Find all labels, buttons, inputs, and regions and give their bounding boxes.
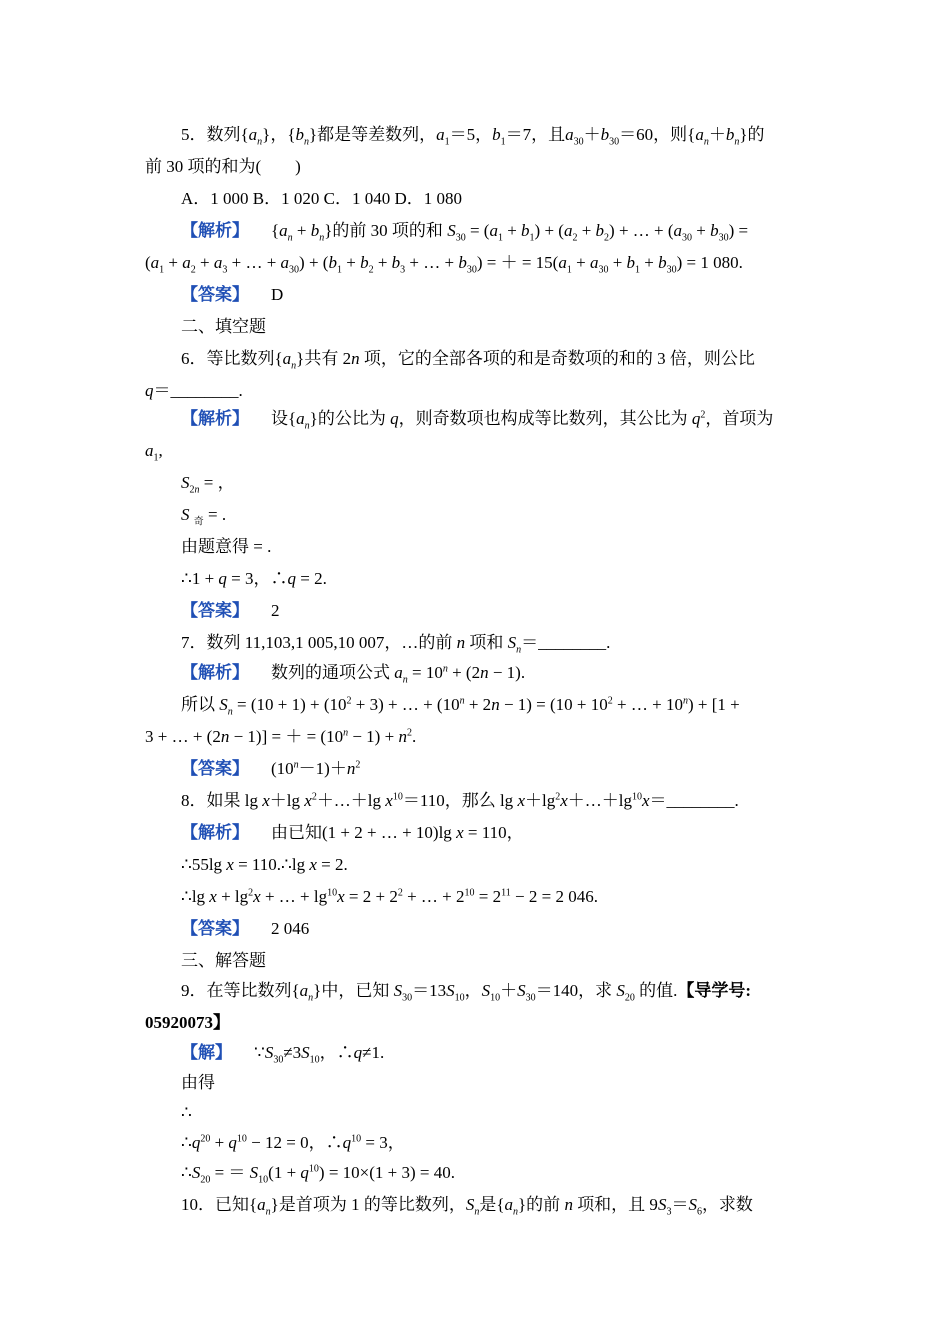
q6-answer: 【答案】 2 — [181, 601, 280, 620]
q10-line1: 10．已知$\{a_n\}$是首项为 1 的等比数列，$S_n$是$\{a_n\}$的前 n 项和，且 $9S_3=S_6$，求数 — [181, 1195, 753, 1218]
q7-sum-line2: 3 + … + (2n − 1)] = ＋ = $(10^n - 1) + n^2$. — [145, 727, 417, 746]
q5-analysis-line2: ($a_1 + a_2 + a_3$ + … + $a_{30}) + (b_1 + b_2 + b_3$ + … + $b_{30}$) = ＋ = $15(a_1 + a_{30} + b_1 + b_{30}) = 1$ 080. — [145, 253, 743, 276]
q9-youde: 由得 — [181, 1073, 215, 1092]
q9-step3: $\therefore q^{20} + q^{10} - 12 = 0$，$\therefore q^{10} = 3$， — [181, 1133, 405, 1152]
q6-line2: q＝________. — [145, 381, 243, 400]
q6-s2n: $S_{2n}$ = ， — [181, 473, 235, 496]
answer-tag: 【答案】 — [181, 285, 249, 304]
q5-line1: 5．数列$\{a_n\}$，$\{b_n\}$都是等差数列，$a_1=5$，$b_1=7$，且$a_{30}+b_{30}=60$，则$\{a_n+b_n\}$的 — [181, 125, 765, 148]
q8-line1: 8．如果 lg x＋lg $x^2+\dots+\lg$ $x^{10}=110$，那么 $\lg x+\lg^2x+\dots+\lg^{10}x=\_\_\_\_\_\_\_\_$. — [181, 791, 739, 810]
q5-analysis-line1: 【解析】 $\{a_n + b_n\}$的前 30 项的和 $S_{30} = (a_1 + b_1) + (a_2 + b_2)$ + … + $(a_{30} + b_{30})$ = — [181, 221, 749, 244]
q7-analysis: 【解析】 数列的通项公式 $a_n = 10^n + (2n - 1)$. — [181, 663, 526, 686]
q9-therefore: ∴ — [181, 1103, 192, 1122]
q9-line2: 05920073】 — [145, 1013, 230, 1032]
q7-sum-line1: 所以 $S_n = (10 + 1) + (10^2 + 3)$ + … + $(10^n + 2n - 1) = (10 + 10^2$ + … + $10^n) + [1$ + — [181, 695, 740, 718]
section-solutions: 三、解答题 — [181, 951, 266, 970]
q6-sodd: S $_奇$ = . — [181, 505, 227, 528]
q9-step4: $\therefore S_{20}$ = ＝ $S_{10}(1 + q^{10}) = 10\times(1 + 3) = 40$. — [181, 1163, 456, 1186]
q5-line2: 前 30 项的和为( ) — [145, 157, 301, 176]
q8-step2: ∴55lg x = 110.∴lg x = 2. — [181, 855, 348, 874]
q6-result: ∴1 + q = 3，∴q = 2. — [181, 569, 327, 588]
q8-step3: ∴lg $x + \lg^2x$ + … + $\lg^{10}x = 2 + 2^2$ + … + $2^{10} = 2^{11} - 2 = 2$ 046. — [181, 887, 598, 906]
q8-answer: 【答案】 2 046 — [181, 919, 310, 938]
q6-analysis-line1: 【解析】 设$\{a_n\}$的公比为 q，则奇数项也构成等比数列，其公比为 $q^2$，首项为 — [181, 409, 774, 432]
q8-analysis: 【解析】 由已知(1 + 2 + … + 10)lg x = 110， — [181, 823, 524, 842]
q9-solution: 【解】 $\because S_{30}\ne 3S_{10}$，∴q≠1. — [181, 1043, 385, 1066]
q5-options: A．1 000 B．1 020 C．1 040 D．1 080 — [181, 189, 462, 208]
q7-line1: 7．数列 11,103,1 005,10 007，…的前 n 项和 $S_n=\_\_\_\_\_\_\_\_$. — [181, 633, 611, 656]
q6-analysis-line2: $a_1$, — [145, 441, 163, 464]
q9-line1: 9．在等比数列$\{a_n\}$中，已知 $S_{30}=13S_{10}$，$S_{10}+S_{30}=140$，求 $S_{20}$ 的值.【导学号: — [181, 981, 752, 1004]
section-fill-in: 二、填空题 — [181, 317, 266, 336]
q7-answer: 【答案】 $(10^n-1)+n^2$ — [181, 759, 361, 778]
q6-condition: 由题意得 = . — [181, 537, 272, 556]
q5-answer: 【答案】 D — [181, 285, 284, 304]
q6-line1: 6．等比数列$\{a_n\}$共有 2n 项，它的全部各项的和是奇数项的和的 3 倍，则公比 — [181, 349, 755, 372]
analysis-tag: 【解析】 — [181, 221, 249, 240]
